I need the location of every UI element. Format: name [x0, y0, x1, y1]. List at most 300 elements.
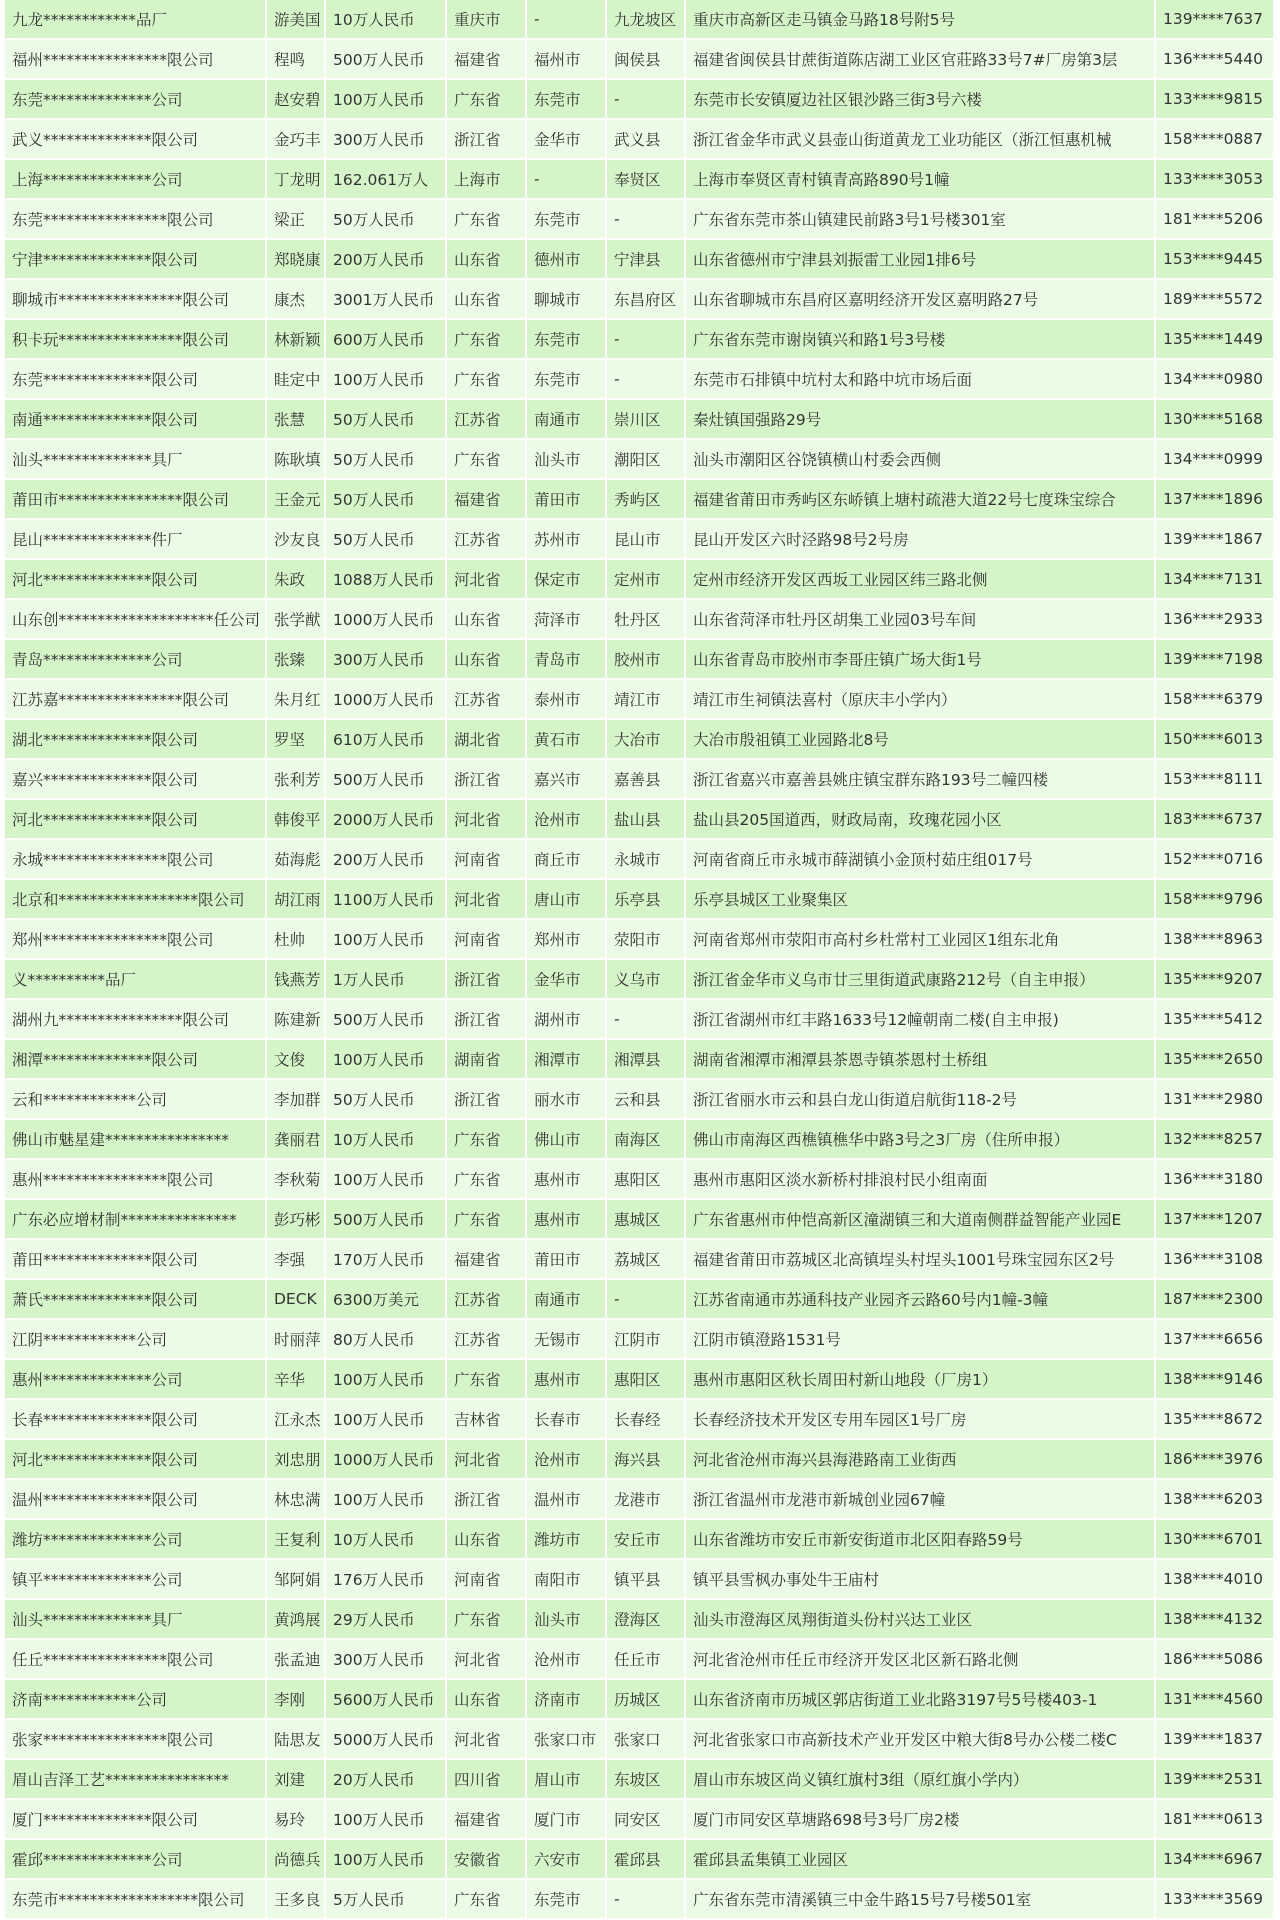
table-row — [5, 520, 1275, 560]
registered-capital-cell: 300万人民币 — [326, 640, 447, 680]
district-cell: 秀屿区 — [607, 480, 686, 520]
district-cell: 长春经 — [607, 1400, 686, 1440]
phone-cell: 186****3976 — [1156, 1440, 1275, 1480]
city-cell: 沧州市 — [527, 1440, 607, 1480]
phone-cell: 181****0613 — [1156, 1800, 1275, 1840]
company-name-cell: 河北**************限公司 — [5, 560, 267, 600]
address-cell: 大冶市殷祖镇工业园路北8号 — [686, 720, 1156, 760]
registered-capital-cell: 50万人民币 — [326, 400, 447, 440]
city-cell: 福州市 — [527, 40, 607, 80]
address-cell: 河北省沧州市海兴县海港路南工业街西 — [686, 1440, 1156, 1480]
registered-capital-cell: 300万人民币 — [326, 120, 447, 160]
phone-cell: 139****1837 — [1156, 1720, 1275, 1760]
legal-rep-cell: 李强 — [267, 1240, 326, 1280]
address-cell: 长春经济技术开发区专用车园区1号厂房 — [686, 1400, 1156, 1440]
company-name-cell: 江阴************公司 — [5, 1320, 267, 1360]
phone-cell: 130****6701 — [1156, 1520, 1275, 1560]
legal-rep-cell: 程鸣 — [267, 40, 326, 80]
address-cell: 山东省菏泽市牡丹区胡集工业园03号车间 — [686, 600, 1156, 640]
province-cell: 广东省 — [447, 1160, 527, 1200]
legal-rep-cell: 郑晓康 — [267, 240, 326, 280]
table-row — [5, 120, 1275, 160]
address-cell: 河北省张家口市高新技术产业开发区中粮大街8号办公楼二楼C — [686, 1720, 1156, 1760]
legal-rep-cell: 林忠满 — [267, 1480, 326, 1520]
address-cell: 河北省沧州市任丘市经济开发区北区新石路北侧 — [686, 1640, 1156, 1680]
legal-rep-cell: 王多良 — [267, 1880, 326, 1920]
address-cell: 浙江省金华市武义县壶山街道黄龙工业功能区（浙江恒惠机械 — [686, 120, 1156, 160]
legal-rep-cell: 刘忠朋 — [267, 1440, 326, 1480]
registered-capital-cell: 170万人民币 — [326, 1240, 447, 1280]
district-cell: 胶州市 — [607, 640, 686, 680]
company-name-cell: 眉山吉泽工艺**************** — [5, 1760, 267, 1800]
registered-capital-cell: 100万人民币 — [326, 1480, 447, 1520]
registered-capital-cell: 610万人民币 — [326, 720, 447, 760]
city-cell: 南通市 — [527, 1280, 607, 1320]
city-cell: 眉山市 — [527, 1760, 607, 1800]
company-name-cell: 湖州九****************限公司 — [5, 1000, 267, 1040]
city-cell: 惠州市 — [527, 1360, 607, 1400]
city-cell: 长春市 — [527, 1400, 607, 1440]
address-cell: 靖江市生祠镇法喜村（原庆丰小学内） — [686, 680, 1156, 720]
company-name-cell: 佛山市魅星建**************** — [5, 1120, 267, 1160]
address-cell: 东莞市石排镇中坑村太和路中坑市场后面 — [686, 360, 1156, 400]
city-cell: 南通市 — [527, 400, 607, 440]
registered-capital-cell: 300万人民币 — [326, 1640, 447, 1680]
phone-cell: 137****1896 — [1156, 480, 1275, 520]
legal-rep-cell: 时丽萍 — [267, 1320, 326, 1360]
registered-capital-cell: 100万人民币 — [326, 360, 447, 400]
district-cell: - — [607, 200, 686, 240]
table-row — [5, 880, 1275, 920]
registered-capital-cell: 50万人民币 — [326, 480, 447, 520]
table-row — [5, 280, 1275, 320]
registered-capital-cell: 20万人民币 — [326, 1760, 447, 1800]
province-cell: 福建省 — [447, 1800, 527, 1840]
province-cell: 广东省 — [447, 1360, 527, 1400]
registered-capital-cell: 1088万人民币 — [326, 560, 447, 600]
city-cell: - — [527, 160, 607, 200]
company-name-cell: 河北**************限公司 — [5, 800, 267, 840]
legal-rep-cell: 王复利 — [267, 1520, 326, 1560]
province-cell: 山东省 — [447, 1680, 527, 1720]
phone-cell: 158****9796 — [1156, 880, 1275, 920]
district-cell: 潮阳区 — [607, 440, 686, 480]
province-cell: 河北省 — [447, 800, 527, 840]
legal-rep-cell: 黄鸿展 — [267, 1600, 326, 1640]
company-name-cell: 东莞**************限公司 — [5, 360, 267, 400]
district-cell: 南海区 — [607, 1120, 686, 1160]
district-cell: 东昌府区 — [607, 280, 686, 320]
province-cell: 浙江省 — [447, 1080, 527, 1120]
address-cell: 厦门市同安区草塘路698号3号厂房2楼 — [686, 1800, 1156, 1840]
legal-rep-cell: 林新颖 — [267, 320, 326, 360]
district-cell: 乐亭县 — [607, 880, 686, 920]
city-cell: 苏州市 — [527, 520, 607, 560]
legal-rep-cell: 邹阿娟 — [267, 1560, 326, 1600]
phone-cell: 134****0980 — [1156, 360, 1275, 400]
province-cell: 浙江省 — [447, 1000, 527, 1040]
phone-cell: 132****8257 — [1156, 1120, 1275, 1160]
phone-cell: 135****5412 — [1156, 1000, 1275, 1040]
registered-capital-cell: 100万人民币 — [326, 1040, 447, 1080]
registered-capital-cell: 10万人民币 — [326, 0, 447, 40]
phone-cell: 134****6967 — [1156, 1840, 1275, 1880]
address-cell: 秦灶镇国强路29号 — [686, 400, 1156, 440]
company-name-cell: 九龙************品厂 — [5, 0, 267, 40]
legal-rep-cell: 易玲 — [267, 1800, 326, 1840]
table-row — [5, 1160, 1275, 1200]
district-cell: - — [607, 1280, 686, 1320]
province-cell: 山东省 — [447, 640, 527, 680]
registered-capital-cell: 500万人民币 — [326, 1000, 447, 1040]
province-cell: 浙江省 — [447, 1480, 527, 1520]
district-cell: 江阴市 — [607, 1320, 686, 1360]
company-name-cell: 积卡玩****************限公司 — [5, 320, 267, 360]
address-cell: 河南省郑州市荥阳市高村乡杜常村工业园区1组东北角 — [686, 920, 1156, 960]
province-cell: 山东省 — [447, 600, 527, 640]
phone-cell: 136****2933 — [1156, 600, 1275, 640]
address-cell: 汕头市澄海区凤翔街道头份村兴达工业区 — [686, 1600, 1156, 1640]
company-name-cell: 霍邱**************公司 — [5, 1840, 267, 1880]
legal-rep-cell: 茹海彪 — [267, 840, 326, 880]
table-row — [5, 1120, 1275, 1160]
city-cell: 东莞市 — [527, 80, 607, 120]
table-row — [5, 1000, 1275, 1040]
phone-cell: 133****3053 — [1156, 160, 1275, 200]
city-cell: 德州市 — [527, 240, 607, 280]
city-cell: 菏泽市 — [527, 600, 607, 640]
registered-capital-cell: 200万人民币 — [326, 240, 447, 280]
registered-capital-cell: 100万人民币 — [326, 1360, 447, 1400]
company-name-cell: 张家****************限公司 — [5, 1720, 267, 1760]
legal-rep-cell: 文俊 — [267, 1040, 326, 1080]
district-cell: - — [607, 80, 686, 120]
table-row — [5, 320, 1275, 360]
company-name-cell: 江苏嘉****************限公司 — [5, 680, 267, 720]
legal-rep-cell: 胡江雨 — [267, 880, 326, 920]
phone-cell: 137****1207 — [1156, 1200, 1275, 1240]
table-row — [5, 1760, 1275, 1800]
province-cell: 广东省 — [447, 80, 527, 120]
city-cell: 聊城市 — [527, 280, 607, 320]
table-row — [5, 840, 1275, 880]
province-cell: 山东省 — [447, 280, 527, 320]
city-cell: 青岛市 — [527, 640, 607, 680]
city-cell: 六安市 — [527, 1840, 607, 1880]
address-cell: 山东省济南市历城区郭店街道工业北路3197号5号楼403-1 — [686, 1680, 1156, 1720]
registered-capital-cell: 100万人民币 — [326, 80, 447, 120]
table-row — [5, 80, 1275, 120]
legal-rep-cell: 康杰 — [267, 280, 326, 320]
company-name-cell: 莆田**************限公司 — [5, 1240, 267, 1280]
table-row — [5, 1040, 1275, 1080]
province-cell: 河南省 — [447, 1560, 527, 1600]
company-name-cell: 长春**************限公司 — [5, 1400, 267, 1440]
company-name-cell: 厦门**************限公司 — [5, 1800, 267, 1840]
registered-capital-cell: 5万人民币 — [326, 1880, 447, 1920]
legal-rep-cell: 钱燕芳 — [267, 960, 326, 1000]
registered-capital-cell: 1000万人民币 — [326, 680, 447, 720]
address-cell: 湖南省湘潭市湘潭县茶恩寺镇茶恩村土桥组 — [686, 1040, 1156, 1080]
address-cell: 乐亭县城区工业聚集区 — [686, 880, 1156, 920]
phone-cell: 139****1867 — [1156, 520, 1275, 560]
province-cell: 四川省 — [447, 1760, 527, 1800]
province-cell: 河北省 — [447, 1720, 527, 1760]
province-cell: 广东省 — [447, 1880, 527, 1920]
address-cell: 浙江省湖州市红丰路1633号12幢朝南二楼(自主申报) — [686, 1000, 1156, 1040]
phone-cell: 135****9207 — [1156, 960, 1275, 1000]
city-cell: 汕头市 — [527, 1600, 607, 1640]
city-cell: 泰州市 — [527, 680, 607, 720]
table-row — [5, 1360, 1275, 1400]
company-name-cell: 汕头**************具厂 — [5, 1600, 267, 1640]
province-cell: 浙江省 — [447, 760, 527, 800]
address-cell: 江苏省南通市苏通科技产业园齐云路60号内1幢-3幢 — [686, 1280, 1156, 1320]
district-cell: 镇平县 — [607, 1560, 686, 1600]
district-cell: 云和县 — [607, 1080, 686, 1120]
phone-cell: 153****9445 — [1156, 240, 1275, 280]
legal-rep-cell: 彭巧彬 — [267, 1200, 326, 1240]
legal-rep-cell: 丁龙明 — [267, 160, 326, 200]
district-cell: 荔城区 — [607, 1240, 686, 1280]
table-row — [5, 1480, 1275, 1520]
city-cell: 郑州市 — [527, 920, 607, 960]
registered-capital-cell: 50万人民币 — [326, 1080, 447, 1120]
table-row — [5, 1840, 1275, 1880]
legal-rep-cell: 张慧 — [267, 400, 326, 440]
legal-rep-cell: 韩俊平 — [267, 800, 326, 840]
table-row — [5, 480, 1275, 520]
city-cell: 莆田市 — [527, 480, 607, 520]
legal-rep-cell: 尚德兵 — [267, 1840, 326, 1880]
city-cell: 张家口市 — [527, 1720, 607, 1760]
phone-cell: 131****2980 — [1156, 1080, 1275, 1120]
legal-rep-cell: 罗坚 — [267, 720, 326, 760]
province-cell: 福建省 — [447, 480, 527, 520]
company-name-cell: 湘潭**************限公司 — [5, 1040, 267, 1080]
city-cell: 沧州市 — [527, 1640, 607, 1680]
table-row — [5, 1080, 1275, 1120]
legal-rep-cell: 张学猷 — [267, 600, 326, 640]
phone-cell: 183****6737 — [1156, 800, 1275, 840]
company-name-cell: 莆田市****************限公司 — [5, 480, 267, 520]
table-row — [5, 240, 1275, 280]
district-cell: - — [607, 320, 686, 360]
province-cell: 河北省 — [447, 880, 527, 920]
registered-capital-cell: 29万人民币 — [326, 1600, 447, 1640]
registered-capital-cell: 3001万人民币 — [326, 280, 447, 320]
phone-cell: 135****8672 — [1156, 1400, 1275, 1440]
legal-rep-cell: 陈耿填 — [267, 440, 326, 480]
district-cell: 宁津县 — [607, 240, 686, 280]
company-name-cell: 任丘****************限公司 — [5, 1640, 267, 1680]
district-cell: 牡丹区 — [607, 600, 686, 640]
phone-cell: 187****2300 — [1156, 1280, 1275, 1320]
table-row — [5, 360, 1275, 400]
legal-rep-cell: 朱月红 — [267, 680, 326, 720]
address-cell: 霍邱县孟集镇工业园区 — [686, 1840, 1156, 1880]
address-cell: 山东省青岛市胶州市李哥庄镇广场大街1号 — [686, 640, 1156, 680]
company-name-cell: 萧氏**************限公司 — [5, 1280, 267, 1320]
table-row — [5, 1560, 1275, 1600]
address-cell: 浙江省金华市义乌市廿三里街道武康路212号（自主申报） — [686, 960, 1156, 1000]
table-row — [5, 600, 1275, 640]
table-row — [5, 160, 1275, 200]
company-name-cell: 嘉兴**************限公司 — [5, 760, 267, 800]
legal-rep-cell: DECK — [267, 1280, 326, 1320]
province-cell: 广东省 — [447, 200, 527, 240]
registered-capital-cell: 200万人民币 — [326, 840, 447, 880]
table-row — [5, 640, 1275, 680]
city-cell: 汕头市 — [527, 440, 607, 480]
address-cell: 山东省德州市宁津县刘振雷工业园1排6号 — [686, 240, 1156, 280]
phone-cell: 152****0716 — [1156, 840, 1275, 880]
phone-cell: 135****1449 — [1156, 320, 1275, 360]
phone-cell: 135****2650 — [1156, 1040, 1275, 1080]
company-name-cell: 广东必应增材制*************** — [5, 1200, 267, 1240]
province-cell: 山东省 — [447, 1520, 527, 1560]
phone-cell: 137****6656 — [1156, 1320, 1275, 1360]
district-cell: 安丘市 — [607, 1520, 686, 1560]
registered-capital-cell: 1000万人民币 — [326, 600, 447, 640]
legal-rep-cell: 赵安碧 — [267, 80, 326, 120]
company-name-cell: 东莞市******************限公司 — [5, 1880, 267, 1920]
table-row — [5, 1880, 1275, 1920]
address-cell: 上海市奉贤区青村镇青高路890号1幢 — [686, 160, 1156, 200]
phone-cell: 136****3180 — [1156, 1160, 1275, 1200]
registered-capital-cell: 5600万人民币 — [326, 1680, 447, 1720]
address-cell: 惠州市惠阳区秋长周田村新山地段（厂房1） — [686, 1360, 1156, 1400]
company-name-cell: 南通**************限公司 — [5, 400, 267, 440]
district-cell: 惠阳区 — [607, 1360, 686, 1400]
district-cell: 湘潭县 — [607, 1040, 686, 1080]
province-cell: 重庆市 — [447, 0, 527, 40]
phone-cell: 136****3108 — [1156, 1240, 1275, 1280]
table-row — [5, 1800, 1275, 1840]
table-row — [5, 1440, 1275, 1480]
city-cell: 金华市 — [527, 120, 607, 160]
city-cell: 莆田市 — [527, 1240, 607, 1280]
registered-capital-cell: 10万人民币 — [326, 1520, 447, 1560]
company-name-cell: 汕头**************具厂 — [5, 440, 267, 480]
district-cell: 霍邱县 — [607, 1840, 686, 1880]
address-cell: 东莞市长安镇厦边社区银沙路三街3号六楼 — [686, 80, 1156, 120]
city-cell: 丽水市 — [527, 1080, 607, 1120]
city-cell: 湘潭市 — [527, 1040, 607, 1080]
table-row — [5, 760, 1275, 800]
phone-cell: 139****7198 — [1156, 640, 1275, 680]
legal-rep-cell: 李秋菊 — [267, 1160, 326, 1200]
registered-capital-cell: 1000万人民币 — [326, 1440, 447, 1480]
registered-capital-cell: 500万人民币 — [326, 760, 447, 800]
address-cell: 山东省聊城市东昌府区嘉明经济开发区嘉明路27号 — [686, 280, 1156, 320]
city-cell: 惠州市 — [527, 1200, 607, 1240]
address-cell: 镇平县雪枫办事处牛王庙村 — [686, 1560, 1156, 1600]
legal-rep-cell: 李刚 — [267, 1680, 326, 1720]
district-cell: 任丘市 — [607, 1640, 686, 1680]
company-name-cell: 福州****************限公司 — [5, 40, 267, 80]
province-cell: 广东省 — [447, 440, 527, 480]
company-table — [5, 0, 1275, 1920]
province-cell: 江苏省 — [447, 400, 527, 440]
phone-cell: 136****5440 — [1156, 40, 1275, 80]
phone-cell: 139****2531 — [1156, 1760, 1275, 1800]
province-cell: 广东省 — [447, 1600, 527, 1640]
phone-cell: 139****7637 — [1156, 0, 1275, 40]
district-cell: 闽侯县 — [607, 40, 686, 80]
company-name-cell: 聊城市****************限公司 — [5, 280, 267, 320]
table-row — [5, 960, 1275, 1000]
address-cell: 汕头市潮阳区谷饶镇横山村委会西侧 — [686, 440, 1156, 480]
registered-capital-cell: 5000万人民币 — [326, 1720, 447, 1760]
address-cell: 广东省东莞市清溪镇三中金牛路15号7号楼501室 — [686, 1880, 1156, 1920]
province-cell: 广东省 — [447, 1120, 527, 1160]
district-cell: 惠城区 — [607, 1200, 686, 1240]
legal-rep-cell: 江永杰 — [267, 1400, 326, 1440]
district-cell: 永城市 — [607, 840, 686, 880]
table-row — [5, 1280, 1275, 1320]
city-cell: 商丘市 — [527, 840, 607, 880]
city-cell: 东莞市 — [527, 360, 607, 400]
district-cell: - — [607, 1000, 686, 1040]
registered-capital-cell: 600万人民币 — [326, 320, 447, 360]
legal-rep-cell: 沙友良 — [267, 520, 326, 560]
registered-capital-cell: 500万人民币 — [326, 40, 447, 80]
company-name-cell: 东莞****************限公司 — [5, 200, 267, 240]
table-row — [5, 680, 1275, 720]
city-cell: 金华市 — [527, 960, 607, 1000]
company-name-cell: 永城****************限公司 — [5, 840, 267, 880]
district-cell: 盐山县 — [607, 800, 686, 840]
company-name-cell: 镇平**************公司 — [5, 1560, 267, 1600]
phone-cell: 138****8963 — [1156, 920, 1275, 960]
phone-cell: 134****7131 — [1156, 560, 1275, 600]
city-cell: 湖州市 — [527, 1000, 607, 1040]
province-cell: 广东省 — [447, 320, 527, 360]
province-cell: 广东省 — [447, 1200, 527, 1240]
registered-capital-cell: 500万人民币 — [326, 1200, 447, 1240]
province-cell: 河北省 — [447, 1440, 527, 1480]
phone-cell: 134****0999 — [1156, 440, 1275, 480]
province-cell: 广东省 — [447, 360, 527, 400]
phone-cell: 150****6013 — [1156, 720, 1275, 760]
registered-capital-cell: 6300万美元 — [326, 1280, 447, 1320]
phone-cell: 158****0887 — [1156, 120, 1275, 160]
district-cell: 武义县 — [607, 120, 686, 160]
table-row — [5, 1400, 1275, 1440]
province-cell: 吉林省 — [447, 1400, 527, 1440]
registered-capital-cell: 162.061万人 — [326, 160, 447, 200]
province-cell: 浙江省 — [447, 960, 527, 1000]
registered-capital-cell: 80万人民币 — [326, 1320, 447, 1360]
address-cell: 眉山市东坡区尚义镇红旗村3组（原红旗小学内） — [686, 1760, 1156, 1800]
table-row — [5, 0, 1275, 40]
legal-rep-cell: 龚丽君 — [267, 1120, 326, 1160]
province-cell: 江苏省 — [447, 520, 527, 560]
table-row — [5, 560, 1275, 600]
legal-rep-cell: 王金元 — [267, 480, 326, 520]
address-cell: 广东省东莞市谢岗镇兴和路1号3号楼 — [686, 320, 1156, 360]
registered-capital-cell: 100万人民币 — [326, 920, 447, 960]
province-cell: 湖南省 — [447, 1040, 527, 1080]
city-cell: 保定市 — [527, 560, 607, 600]
phone-cell: 181****5206 — [1156, 200, 1275, 240]
table-row — [5, 800, 1275, 840]
address-cell: 福建省莆田市秀屿区东峤镇上塘村疏港大道22号七度珠宝综合 — [686, 480, 1156, 520]
legal-rep-cell: 陈建新 — [267, 1000, 326, 1040]
address-cell: 福建省闽侯县甘蔗街道陈店湖工业区官莊路33号7#厂房第3层 — [686, 40, 1156, 80]
table-row — [5, 920, 1275, 960]
